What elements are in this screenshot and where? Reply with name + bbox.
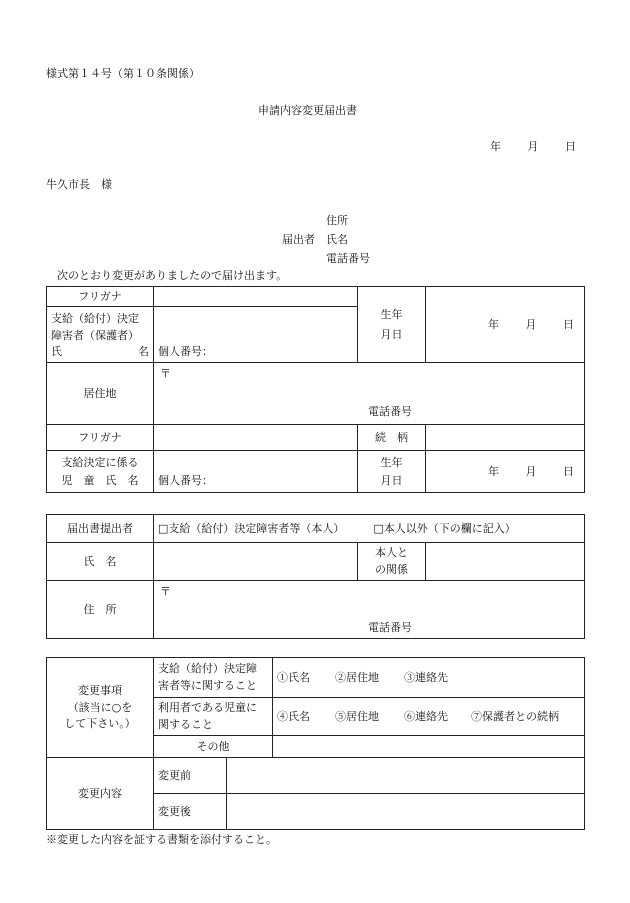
about-recipient-label: 支給（給付）決定障 害者等に関すること — [154, 658, 273, 698]
option-recipient-contact[interactable]: ③連絡先 — [404, 670, 448, 684]
submitter-table — [46, 514, 585, 639]
submitter-options — [154, 515, 585, 543]
submission-date — [490, 140, 576, 154]
residence-label: 居住地 — [47, 363, 154, 425]
recipient-table — [46, 286, 585, 493]
submitter-relation-field[interactable] — [426, 543, 585, 581]
birth-label: 生年 月日 — [358, 287, 426, 363]
submitter-postal-mark: 〒 — [160, 585, 171, 598]
recipient-name-field[interactable] — [154, 307, 358, 363]
changes-label: 変更事項 （該当に○を して下さい。） — [47, 658, 154, 758]
footnote: ※変更した内容を証する書類を添付すること。 — [46, 833, 277, 846]
submitter-address-label: 住 所 — [47, 581, 154, 639]
option-child-residence[interactable]: ⑤居住地 — [335, 709, 379, 723]
option-recipient-residence[interactable]: ②居住地 — [335, 670, 379, 684]
option-child-relation[interactable]: ⑦保護者との続柄 — [471, 709, 559, 723]
applicant-name-label: 氏名 — [326, 233, 348, 246]
changes-table — [46, 657, 585, 830]
submitter-address-field[interactable] — [154, 581, 585, 639]
child-name-field[interactable] — [154, 451, 358, 493]
child-change-options — [273, 698, 585, 736]
other-label: その他 — [154, 736, 273, 758]
form-title: 申請内容変更届出書 — [258, 104, 357, 117]
recipient-label: 支給（給付）決定 障害者（保護者） 氏 名 — [47, 307, 154, 363]
birth-date-field[interactable]: 年 月 日 — [426, 287, 585, 363]
submitter-label: 届出書提出者 — [47, 515, 154, 543]
before-field[interactable] — [227, 758, 585, 794]
child-birth-date-field[interactable]: 年 月 日 — [426, 451, 585, 493]
relation-label: 続 柄 — [358, 425, 426, 451]
submitter-phone-label: 電話番号 — [368, 621, 412, 634]
form-number: 様式第１４号（第１０条関係） — [46, 67, 200, 80]
other-field[interactable] — [273, 736, 585, 758]
submitter-name-field[interactable] — [154, 543, 358, 581]
child-furigana-label: フリガナ — [47, 425, 154, 451]
furigana-label: フリガナ — [47, 287, 154, 307]
residence-phone-label: 電話番号 — [368, 405, 412, 418]
after-label: 変更後 — [154, 794, 227, 830]
child-birth-label: 生年 月日 — [358, 451, 426, 493]
postal-mark: 〒 — [160, 367, 171, 380]
applicant-label: 届出者 — [282, 233, 315, 246]
applicant-phone-label: 電話番号 — [326, 252, 370, 265]
relation-field[interactable] — [426, 425, 585, 451]
date-day: 日 — [565, 140, 576, 153]
residence-field[interactable] — [154, 363, 585, 425]
option-self-checkbox[interactable]: □支給（給付）決定障害者等（本人） — [158, 521, 345, 535]
option-child-contact[interactable]: ⑥連絡先 — [404, 709, 448, 723]
submitter-name-label: 氏 名 — [47, 543, 154, 581]
intro-text: 次のとおり変更がありましたので届け出ます。 — [57, 269, 288, 282]
applicant-address-label: 住所 — [326, 214, 348, 227]
submitter-relation-label: 本人と の関係 — [358, 543, 426, 581]
option-recipient-name[interactable]: ①氏名 — [277, 670, 310, 684]
furigana-field[interactable] — [154, 287, 358, 307]
date-year: 年 — [490, 140, 501, 153]
recipient-change-options — [273, 658, 585, 698]
after-field[interactable] — [227, 794, 585, 830]
option-child-name[interactable]: ④氏名 — [277, 709, 310, 723]
child-name-label: 支給決定に係る 児 童 氏 名 — [47, 451, 154, 493]
child-furigana-field[interactable] — [154, 425, 358, 451]
addressee: 牛久市長 様 — [46, 178, 112, 191]
about-child-label: 利用者である児童に 関すること — [154, 698, 273, 736]
date-month: 月 — [527, 140, 539, 153]
before-label: 変更前 — [154, 758, 227, 794]
personal-number-label: 個人番号： — [158, 345, 213, 359]
option-other-checkbox[interactable]: □本人以外（下の欄に記入） — [373, 521, 516, 535]
child-personal-number-label: 個人番号： — [158, 474, 213, 488]
change-content-label: 変更内容 — [47, 758, 154, 830]
